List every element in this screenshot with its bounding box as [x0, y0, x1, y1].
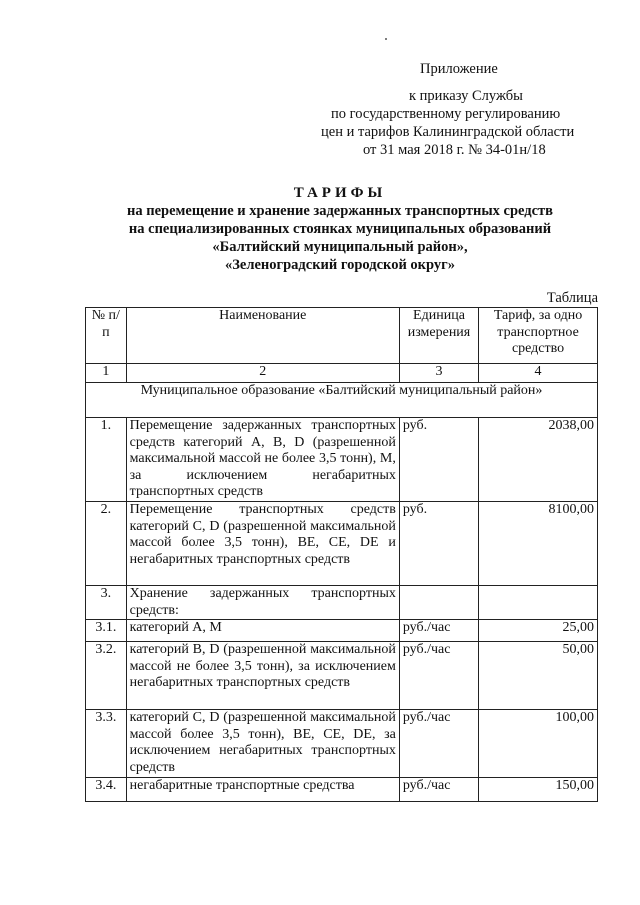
- row-name: Хранение задержанных транспортных средств:: [126, 586, 399, 620]
- title-main: ТАРИФЫ: [293, 185, 387, 201]
- header-tariff: Тариф, за одно транспортное средство: [479, 308, 598, 364]
- row-unit: руб./час: [399, 710, 478, 778]
- row-index: 3.: [86, 586, 127, 620]
- title-line-4: «Зеленоградский городской округ»: [225, 257, 455, 273]
- row-name: Перемещение транспортных средств категорий C, D (разрешенной максимальной массой более 3,5 тонн), BE, CE, DE и негабаритных транспортных средств: [126, 502, 399, 586]
- section-row: [86, 383, 598, 418]
- table-row: [86, 502, 598, 586]
- appendix-date-line: от 31 мая 2018 г. № 34-01н/18: [363, 142, 546, 158]
- row-index: 1.: [86, 418, 127, 502]
- scan-speck: [385, 38, 387, 40]
- row-tariff: 2038,00: [479, 418, 598, 502]
- table-row: [86, 418, 598, 502]
- document-title: [60, 184, 620, 274]
- row-unit: [399, 586, 478, 620]
- column-number: 2: [126, 364, 399, 383]
- table-row: [86, 620, 598, 642]
- row-name: негабаритные транспортные средства: [126, 778, 399, 802]
- tariffs-table: [85, 307, 598, 802]
- row-tariff: [479, 586, 598, 620]
- row-index: 3.1.: [86, 620, 127, 642]
- row-unit: руб.: [399, 502, 478, 586]
- appendix-order-line: к приказу Службы: [409, 88, 523, 104]
- column-number: 1: [86, 364, 127, 383]
- row-index: 3.3.: [86, 710, 127, 778]
- table-caption: Таблица: [546, 290, 598, 306]
- row-unit: руб.: [399, 418, 478, 502]
- appendix-title: Приложение: [420, 61, 498, 77]
- row-name: категорий C, D (разрешенной максимальной массой более 3,5 тонн), BE, CE, DE, за исключением негабаритных транспортных средств: [126, 710, 399, 778]
- row-unit: руб./час: [399, 642, 478, 710]
- title-line-2: на специализированных стоянках муниципальных образований: [128, 221, 552, 237]
- header-unit: Единица измерения: [399, 308, 478, 364]
- table-row: [86, 778, 598, 802]
- row-unit: руб./час: [399, 620, 478, 642]
- row-tariff: 8100,00: [479, 502, 598, 586]
- row-index: 3.2.: [86, 642, 127, 710]
- section-title: Муниципальное образование «Балтийский муниципальный район»: [86, 383, 598, 418]
- column-number: 4: [479, 364, 598, 383]
- header-name: Наименование: [126, 308, 399, 364]
- row-index: 2.: [86, 502, 127, 586]
- table-row: [86, 642, 598, 710]
- row-index: 3.4.: [86, 778, 127, 802]
- row-tariff: 50,00: [479, 642, 598, 710]
- row-name: категорий B, D (разрешенной максимальной массой не более 3,5 тонн), за исключением негабаритных транспортных средств: [126, 642, 399, 710]
- column-number-row: [86, 364, 598, 383]
- table-row: [86, 710, 598, 778]
- title-line-1: на перемещение и хранение задержанных транспортных средств: [127, 203, 553, 219]
- row-unit: руб./час: [399, 778, 478, 802]
- appendix-region-line: цен и тарифов Калининградской области: [321, 124, 575, 140]
- title-line-3: «Балтийский муниципальный район»,: [212, 239, 468, 255]
- table-row: [86, 586, 598, 620]
- row-name: Перемещение задержанных транспортных средств категорий A, B, D (разрешенной максимальной массой не более 3,5 тонн), M, за исключением негабаритных транспортных средств: [126, 418, 399, 502]
- row-tariff: 100,00: [479, 710, 598, 778]
- row-tariff: 25,00: [479, 620, 598, 642]
- row-tariff: 150,00: [479, 778, 598, 802]
- appendix-service-line: по государственному регулированию: [331, 106, 561, 122]
- header-num: № п/п: [86, 308, 127, 364]
- table-header-row: [86, 308, 598, 364]
- column-number: 3: [399, 364, 478, 383]
- row-name: категорий A, M: [126, 620, 399, 642]
